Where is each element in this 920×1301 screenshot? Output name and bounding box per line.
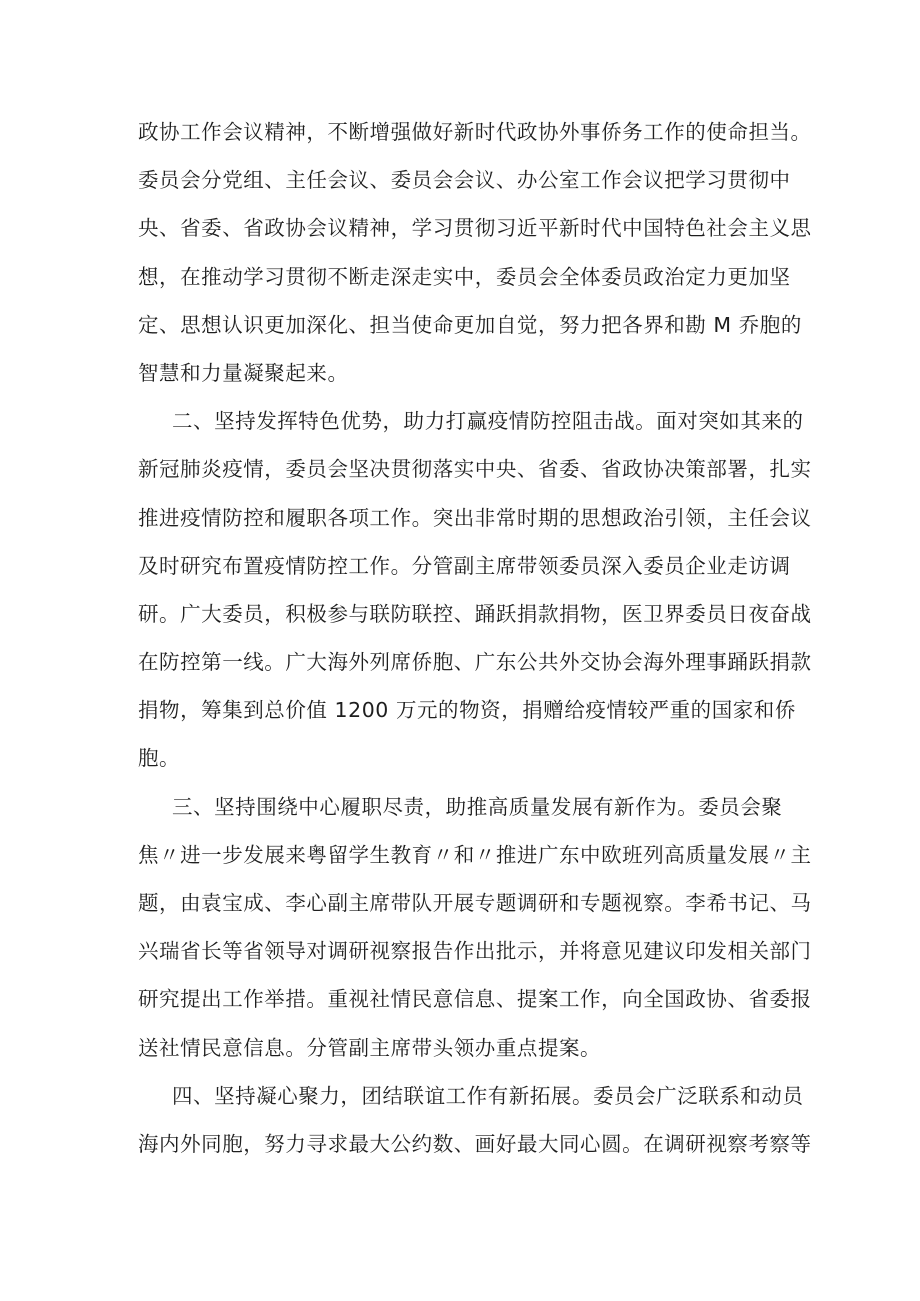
text-line: 推进疫情防控和履职各项工作。突出非常时期的思想政治引领，主任会议 [138, 505, 812, 530]
text-line: 想，在推动学习贯彻不断走深走实中，委员会全体委员政治定力更加坚 [138, 264, 791, 289]
text-line: 研。广大委员，积极参与联防联控、踊跃捐款捐物，医卫界委员日夜奋战 [138, 601, 812, 626]
text-line: 捐物，筹集到总价值 1200 万元的物资，捐赠给疫情较严重的国家和侨 [138, 698, 796, 723]
text-line: 研究提出工作举措。重视社情民意信息、提案工作，向全国政协、省委报 [138, 987, 812, 1012]
text-line: 焦〃进一步发展来粤留学生教育〃和〃推进广东中欧班列高质量发展〃主 [138, 842, 812, 867]
text-line: 央、省委、省政协会议精神，学习贯彻习近平新时代中国特色社会主义思 [138, 216, 812, 241]
text-line: 兴瑞省长等省领导对调研视察报告作出批示，并将意见建议印发相关部门 [138, 939, 812, 964]
text-line: 新冠肺炎疫情，委员会坚决贯彻落实中央、省委、省政协决策部署，扎实 [138, 457, 812, 482]
text-line: 智慧和力量凝聚起来。 [138, 360, 349, 385]
text-line: 在防控第一线。广大海外列席侨胞、广东公共外交协会海外理事踊跃捐款 [138, 650, 812, 675]
text-line: 海内外同胞，努力寻求最大公约数、画好最大同心圆。在调研视察考察等 [138, 1131, 812, 1156]
body-text [138, 108, 812, 1168]
text-line: 送社情民意信息。分管副主席带头领办重点提案。 [138, 1035, 602, 1060]
paragraph-2-start: 二、坚持发挥特色优势，助力打赢疫情防控阻击战。面对突如其来的 [172, 409, 804, 434]
text-line: 胞。 [138, 746, 181, 771]
paragraph-4-start: 四、坚持凝心聚力，团结联谊工作有新拓展。委员会广泛联系和动员 [172, 1083, 804, 1108]
text-line: 政协工作会议精神，不断增强做好新时代政协外事侨务工作的使命担当。 [138, 120, 812, 144]
text-line: 题，由袁宝成、李心副主席带队开展专题调研和专题视察。李希书记、马 [138, 891, 812, 915]
paragraph-3-start: 三、坚持围绕中心履职尽责，助推高质量发展有新作为。委员会聚 [172, 794, 783, 819]
text-line: 及时研究布置疫情防控工作。分管副主席带领委员深入委员企业走访调 [138, 553, 791, 578]
text-line: 定、思想认识更加深化、担当使命更加自觉，努力把各界和勘 M 乔胞的 [138, 312, 802, 337]
text-line: 委员会分党组、主任会议、委员会会议、办公室工作会议把学习贯彻中 [138, 168, 791, 193]
